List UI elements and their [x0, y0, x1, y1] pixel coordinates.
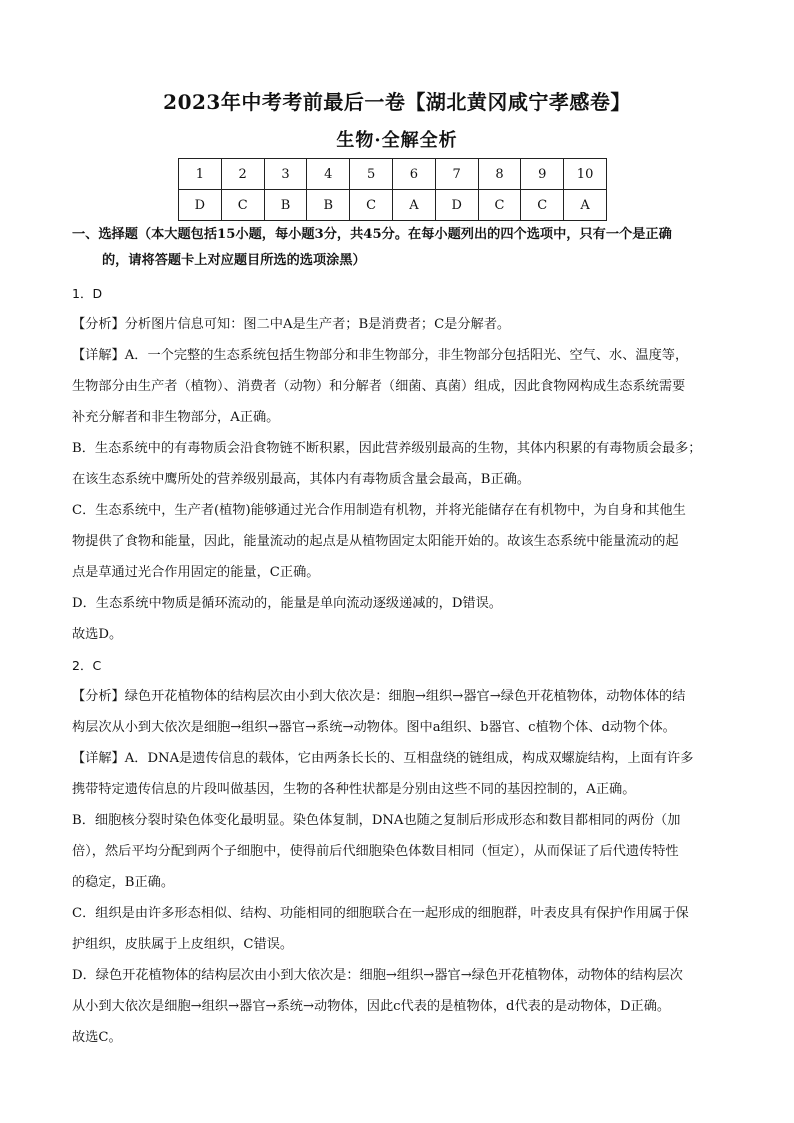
text-line: C．组织是由许多形态相似、结构、功能相同的细胞联合在一起形成的细胞群，叶表皮具有保护作用属于保 — [72, 906, 689, 921]
table-cell-answer: C — [478, 190, 521, 221]
table-cell-answer: B — [264, 190, 307, 221]
text-line: 构层次从小到大依次是细胞→组织→器官→系统→动物体。图中a组织、b器官、c植物个体、d动物个体。 — [72, 720, 676, 735]
table-cell-answer: D — [179, 190, 222, 221]
text-line: B．生态系统中的有毒物质会沿食物链不断积累，因此营养级别最高的生物，其体内积累的有毒物质会最多； — [72, 441, 702, 456]
table-cell-number: 7 — [435, 159, 478, 190]
table-cell-answer: C — [350, 190, 393, 221]
table-cell-number: 9 — [521, 159, 564, 190]
conclusion-line: 故选C。 — [72, 1030, 122, 1045]
text-line: 【详解】A．DNA是遗传信息的载体，它由两条长长的、互相盘绕的链组成，构成双螺旋结构，上面有许多 — [72, 751, 694, 766]
text-line: 在该生态系统中鹰所处的营养级别最高，其体内有毒物质含量会最高，B正确。 — [72, 472, 531, 487]
table-cell-number: 5 — [350, 159, 393, 190]
text-line: 补充分解者和非生物部分，A正确。 — [72, 410, 280, 425]
table-cell-number: 6 — [392, 159, 435, 190]
table-cell-number: 10 — [564, 159, 607, 190]
text-line: C．生态系统中，生产者(植物)能够通过光合作用制造有机物，并将光能储存在有机物中，为自身和其他生 — [72, 503, 686, 518]
text-line: 点是草通过光合作用固定的能量，C正确。 — [72, 565, 320, 580]
answer-table-number-row — [179, 159, 607, 190]
conclusion-line: 故选D。 — [72, 627, 123, 642]
text-line: D．绿色开花植物体的结构层次由小到大依次是：细胞→组织→器官→绿色开花植物体，动物体的结构层次 — [72, 968, 683, 983]
table-cell-answer: C — [221, 190, 264, 221]
text-line: B．细胞核分裂时染色体变化最明显。染色体复制，DNA也随之复制后形成形态和数目都相同的两份（加 — [72, 813, 681, 828]
page-title: 2023年中考考前最后一卷【湖北黄冈咸宁孝感卷】 — [163, 90, 631, 114]
table-cell-answer: C — [521, 190, 564, 221]
table-cell-number: 1 — [179, 159, 222, 190]
question-number: 2．C — [72, 658, 102, 673]
text-line: 生物部分由生产者（植物）、消费者（动物）和分解者（细菌、真菌）组成，因此食物网构成生态系统需要 — [72, 379, 686, 394]
section-header-line: 的，请将答题卡上对应题目所选的选项涂黑） — [102, 253, 366, 268]
question-number: 1．D — [72, 286, 103, 301]
answer-table-answer-row — [179, 190, 607, 221]
text-line: 携带特定遗传信息的片段叫做基因，生物的各种性状都是分别由这些不同的基因控制的，A正确。 — [72, 782, 636, 797]
table-cell-answer: D — [435, 190, 478, 221]
answer-table — [178, 158, 607, 221]
section-header-line: 一、选择题（本大题包括15小题，每小题3分，共45分。在每小题列出的四个选项中，只有一个是正确 — [72, 227, 672, 242]
table-cell-answer: A — [564, 190, 607, 221]
text-line: 【详解】A．一个完整的生态系统包括生物部分和非生物部分，非生物部分包括阳光、空气、水、温度等， — [72, 348, 689, 363]
text-line: 护组织，皮肤属于上皮组织，C错误。 — [72, 937, 294, 952]
table-cell-number: 4 — [307, 159, 350, 190]
table-cell-number: 2 — [221, 159, 264, 190]
text-line: 【分析】绿色开花植物体的结构层次由小到大依次是：细胞→组织→器官→绿色开花植物体，动物体体的结 — [72, 689, 686, 704]
table-cell-number: 3 — [264, 159, 307, 190]
text-line: D．生态系统中物质是循环流动的，能量是单向流动逐级递减的，D错误。 — [72, 596, 502, 611]
table-cell-answer: A — [392, 190, 435, 221]
text-line: 的稳定，B正确。 — [72, 875, 175, 890]
page-subtitle: 生物·全解全析 — [336, 130, 458, 151]
solution-content — [72, 222, 728, 1053]
text-line: 物提供了食物和能量，因此，能量流动的起点是从植物固定太阳能开始的。故该生态系统中能量流动的起 — [72, 534, 679, 549]
text-line: 倍），然后平均分配到两个子细胞中，使得前后代细胞染色体数目相同（恒定），从而保证了后代遗传特性 — [72, 844, 679, 859]
analysis-paragraph: 【分析】分析图片信息可知：图二中A是生产者；B是消费者；C是分解者。 — [72, 317, 511, 332]
section-header — [72, 222, 728, 274]
table-cell-number: 8 — [478, 159, 521, 190]
table-cell-answer: B — [307, 190, 350, 221]
text-line: 从小到大依次是细胞→组织→器官→系统→动物体，因此c代表的是植物体，d代表的是动物体，D正确。 — [72, 999, 671, 1014]
